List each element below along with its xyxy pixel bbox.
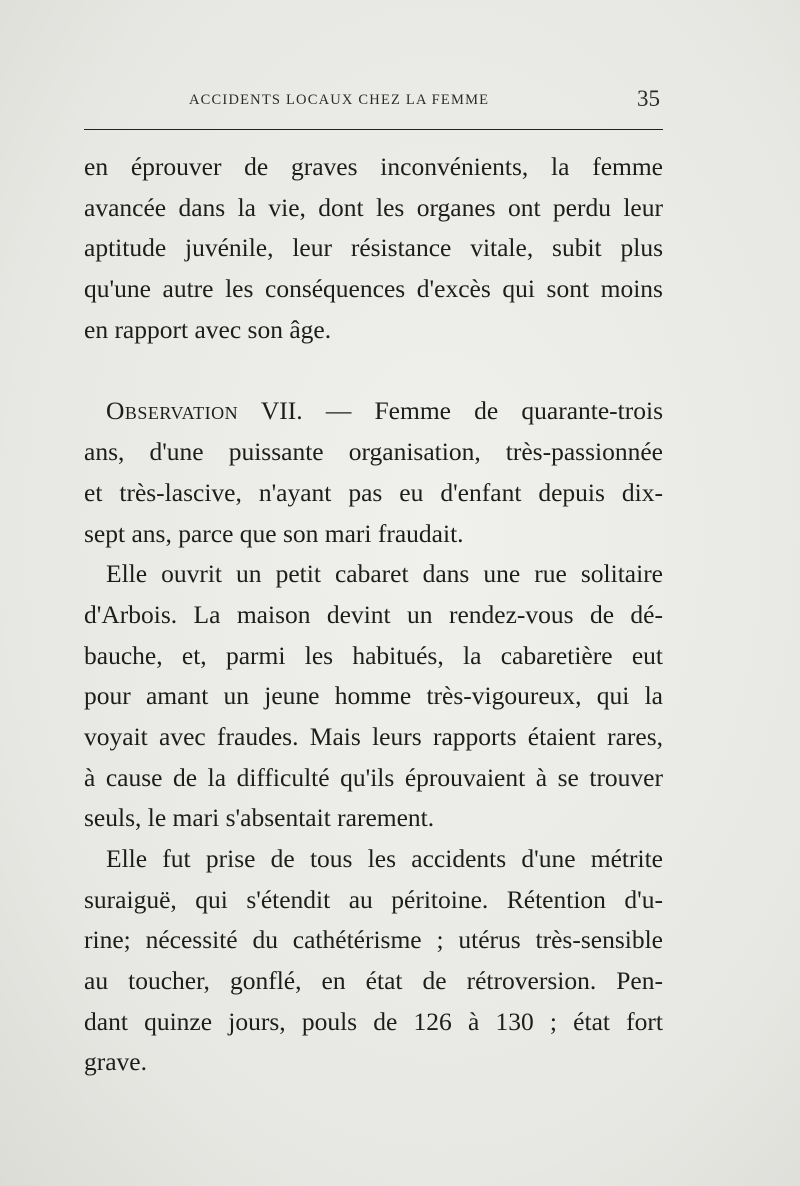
text-line: en éprouver de graves inconvénients, la femme	[84, 152, 663, 181]
text-line: Elle fut prise de tous les accidents d'une métrite	[106, 844, 663, 873]
text-line: sept ans, parce que son mari fraudait.	[84, 518, 464, 548]
page-number: 35	[637, 86, 660, 111]
observation-first-line	[84, 391, 663, 432]
text-line: à cause de la difficulté qu'ils éprouvaient à se trouver	[84, 762, 663, 792]
text-line: pour amant un jeune homme très-vigoureux, qui la	[84, 681, 663, 711]
text-line: avancée dans la vie, dont les organes ont perdu leur	[84, 192, 663, 222]
text-line: seuls, le mari s'absentait rarement.	[84, 803, 435, 833]
text-line: bauche, et, parmi les habitués, la cabaretière eut	[84, 640, 663, 670]
text-line: ans, d'une puissante organisation, très-passionnée	[84, 437, 663, 467]
text-line: dant quinze jours, pouls de 126 à 130 ; état fort	[84, 1006, 663, 1036]
text-line: et très-lascive, n'ayant pas eu d'enfant depuis dix-	[84, 477, 663, 507]
text-line: rine; nécessité du cathétérisme ; utérus très-sensible	[84, 925, 663, 955]
text-line: voyait avec fraudes. Mais leurs rapports étaient rares,	[84, 721, 663, 751]
paragraph-gap	[84, 350, 663, 391]
observation-paragraph	[84, 391, 663, 554]
text-line: aptitude juvénile, leur résistance vitale, subit plus	[84, 233, 663, 263]
text-line: qu'une autre les conséquences d'excès qui sont moins	[84, 274, 663, 304]
observation-heading-text: VII. — Femme de quarante-trois	[260, 396, 664, 426]
page-header	[84, 86, 664, 116]
paragraph-continuation	[84, 147, 663, 350]
running-title: ACCIDENTS LOCAUX CHEZ LA FEMME	[189, 92, 490, 108]
header-rule	[84, 129, 663, 130]
paragraph	[84, 554, 663, 839]
body-text	[84, 147, 663, 1083]
text-line: Elle ouvrit un petit cabaret dans une rue solitaire	[106, 559, 663, 589]
text-line: d'Arbois. La maison devint un rendez-vous de dé-	[84, 599, 663, 629]
observation-label: Observation	[106, 396, 239, 426]
text-line: en rapport avec son âge.	[84, 314, 332, 344]
paragraph	[84, 839, 663, 1083]
text-line: au toucher, gonflé, en état de rétroversion. Pen-	[84, 966, 663, 996]
text-line: grave.	[84, 1047, 148, 1077]
text-line: suraiguë, qui s'étendit au péritoine. Rétention d'u-	[84, 884, 663, 914]
